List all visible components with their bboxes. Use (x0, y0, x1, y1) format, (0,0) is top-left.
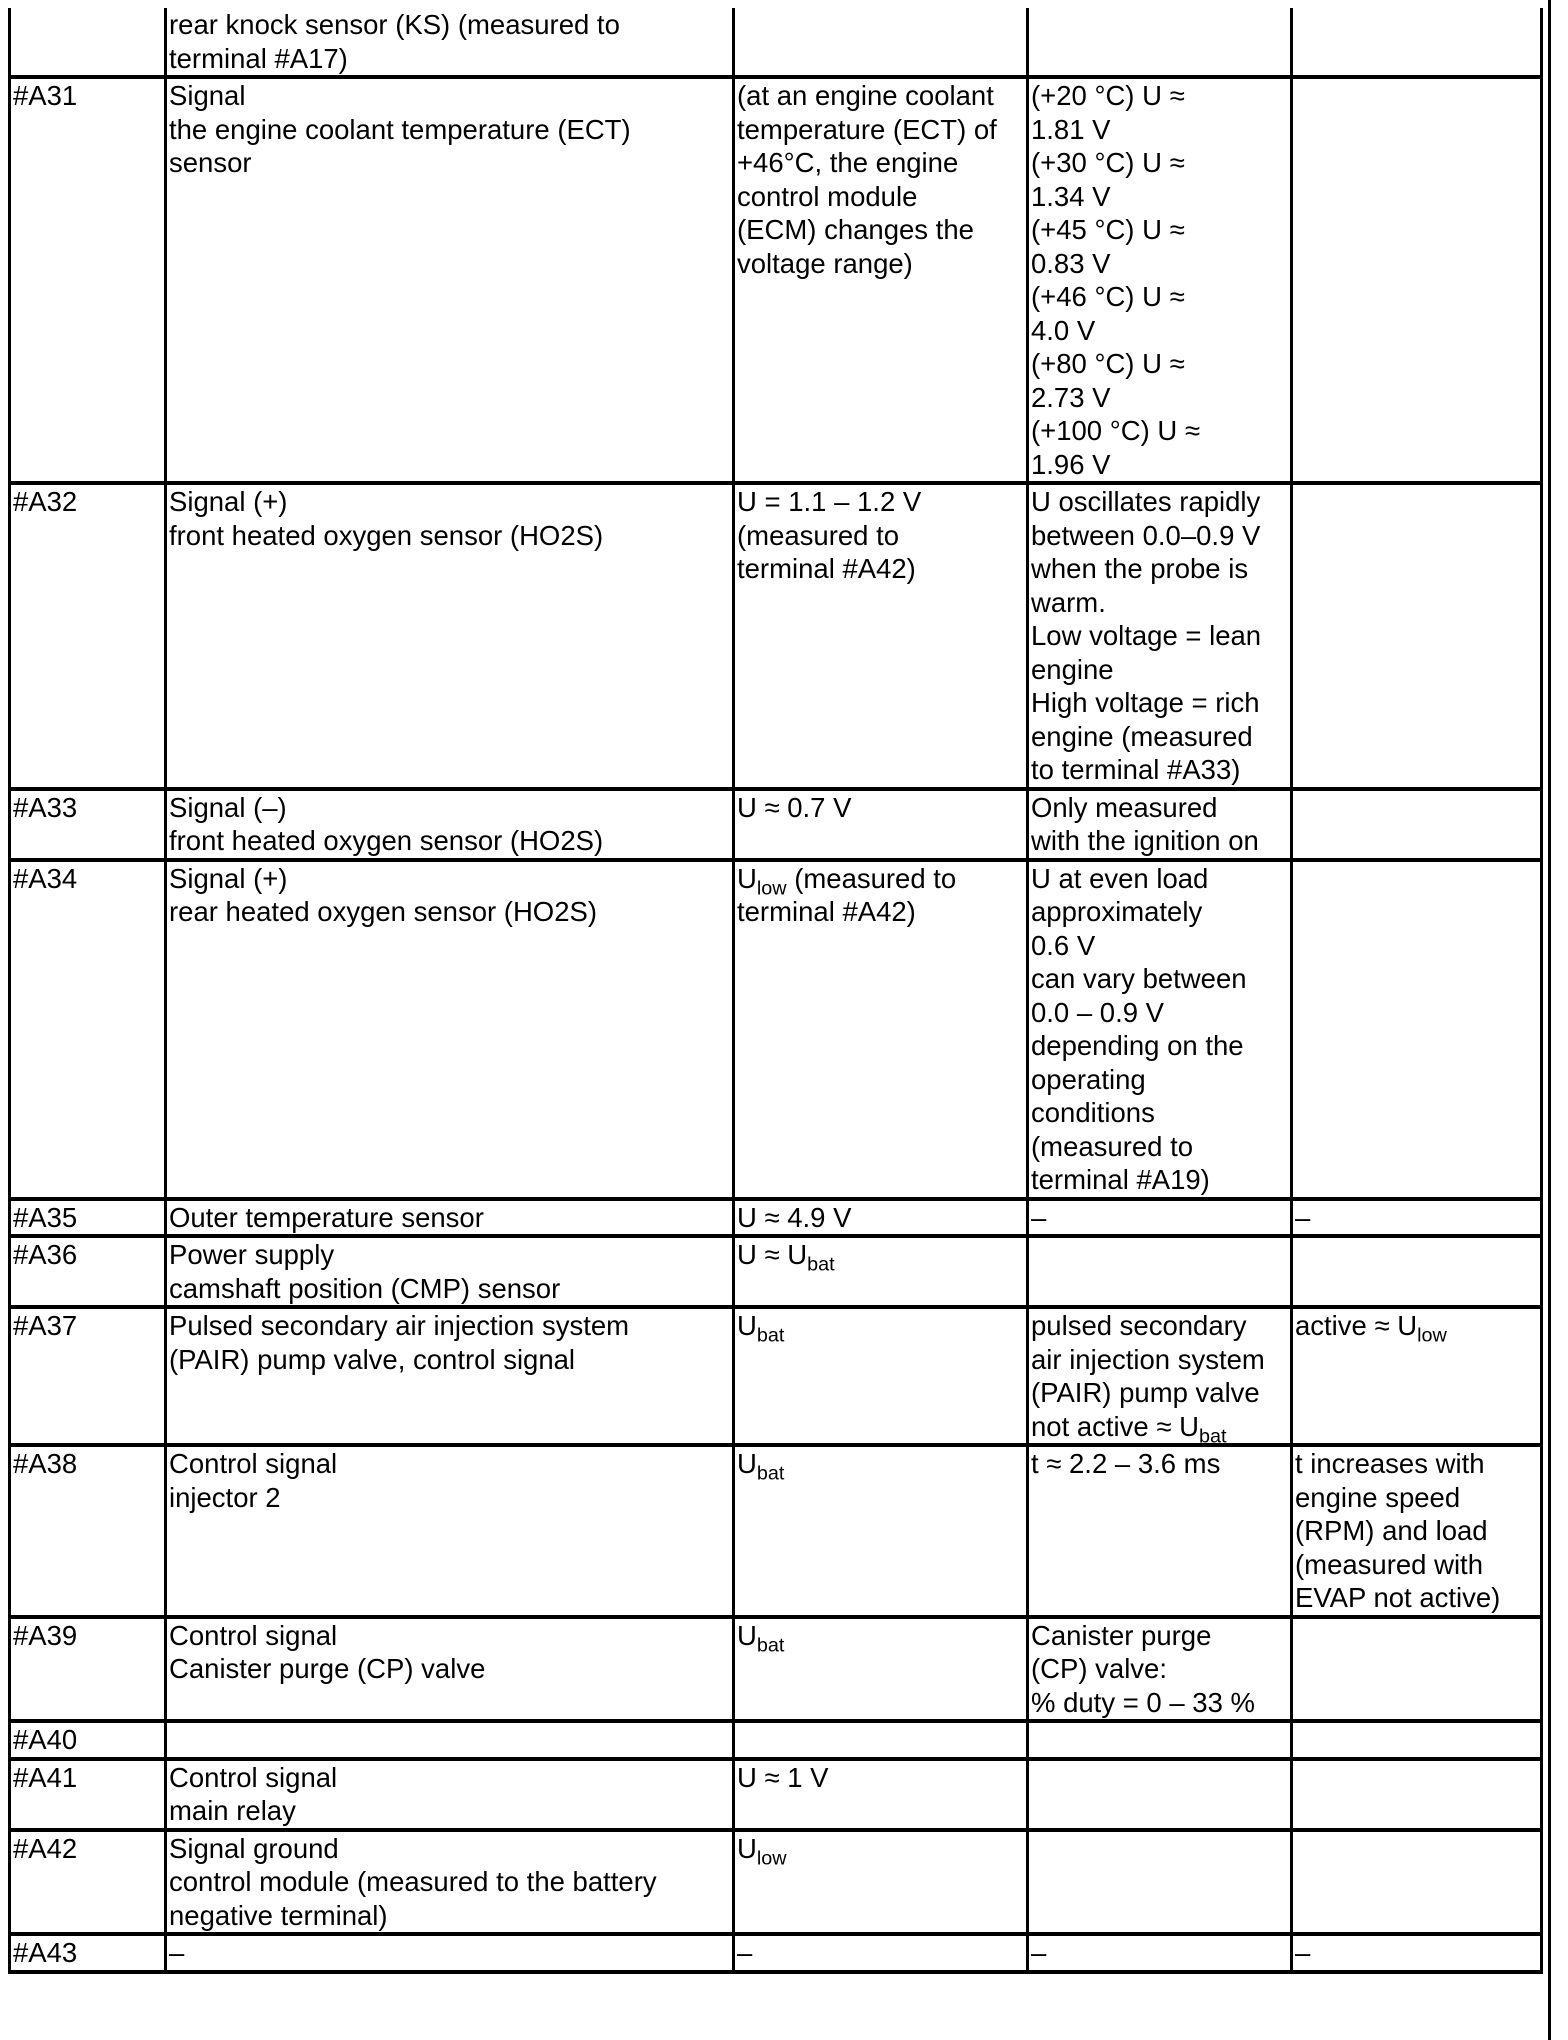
note-cell (1292, 1199, 1542, 1237)
cell-line: to terminal #A33) (1031, 754, 1241, 785)
cell-line: Control signal (169, 1619, 338, 1651)
note-cell (1292, 789, 1542, 860)
symbol-text: U (737, 1619, 757, 1651)
description-cell (166, 1445, 734, 1617)
condition-cell (734, 1236, 1028, 1307)
symbol-text: U (737, 1310, 757, 1341)
pin-cell (10, 1307, 166, 1445)
cell-line: Canister purge (CP) valve (169, 1653, 486, 1684)
cell-line: Power supply (169, 1239, 335, 1270)
cell-line: (RPM) and load (1295, 1515, 1488, 1546)
symbol-subscript: bat (807, 1253, 835, 1276)
pin-cell (10, 8, 166, 77)
cell-line: Pulsed secondary air injection system (169, 1310, 630, 1341)
cell-line: sensor (169, 147, 252, 178)
cell-line: Signal (–) (169, 791, 287, 823)
description-cell (166, 1759, 734, 1830)
value-cell (1028, 1236, 1292, 1307)
pin-label: #A34 (13, 862, 78, 894)
cell-line: (measured to (737, 519, 900, 551)
pin-cell (10, 1830, 166, 1935)
condition-cell (734, 1199, 1028, 1237)
note-cell (1292, 8, 1542, 77)
cell-line: engine (measured (1031, 720, 1253, 752)
cell-line: can vary between (1031, 963, 1247, 994)
condition-cell (734, 1617, 1028, 1722)
pin-label: #A42 (13, 1832, 78, 1864)
pin-cell (10, 1236, 166, 1307)
cell-line-with-subscript (737, 1619, 1026, 1656)
description-cell (166, 789, 734, 860)
cell-line: U = 1.1 – 1.2 V (737, 486, 922, 517)
pin-cell (10, 1445, 166, 1617)
cell-line: Control signal (169, 1761, 338, 1793)
cell-line: rear knock sensor (KS) (measured to (169, 9, 620, 40)
cell-line: Control signal (169, 1448, 338, 1479)
cell-line: pulsed secondary (1031, 1310, 1247, 1341)
symbol-text: active ≈ U (1295, 1310, 1418, 1341)
table-row (10, 77, 1542, 483)
cell-line: (+80 °C) U ≈ (1031, 348, 1185, 379)
symbol-text: not active ≈ U (1031, 1410, 1199, 1442)
table-row (10, 1445, 1542, 1617)
cell-line: between 0.0–0.9 V (1031, 519, 1261, 551)
pin-cell (10, 1617, 166, 1722)
note-cell (1292, 77, 1542, 483)
table-row (10, 1307, 1542, 1445)
cell-line: engine speed (1295, 1481, 1461, 1513)
table-body (10, 8, 1542, 1972)
condition-cell (734, 1445, 1028, 1617)
table-row (10, 1199, 1542, 1237)
value-cell (1028, 1830, 1292, 1935)
condition-cell (734, 1934, 1028, 1972)
cell-line: (+20 °C) U ≈ (1031, 80, 1185, 111)
description-cell (166, 1617, 734, 1722)
cell-line: (measured with (1295, 1548, 1483, 1580)
cell-line: – (1295, 1937, 1311, 1968)
cell-line: U oscillates rapidly (1031, 486, 1261, 517)
cell-line: (ECM) changes the (737, 214, 974, 245)
cell-line: Canister purge (1031, 1619, 1212, 1651)
note-cell (1292, 1445, 1542, 1617)
description-cell (166, 1830, 734, 1935)
cell-line: the engine coolant temperature (ECT) (169, 113, 631, 145)
cell-line: – (1031, 1937, 1047, 1968)
note-cell (1292, 1236, 1542, 1307)
condition-cell (734, 1721, 1028, 1759)
cell-line: % duty = 0 – 33 % (1031, 1686, 1255, 1718)
cell-line: U ≈ 0.7 V (737, 791, 852, 823)
cell-line: (measured to (1031, 1130, 1194, 1162)
pin-label: #A37 (13, 1310, 78, 1341)
value-cell (1028, 860, 1292, 1199)
cell-line-with-subscript (1031, 1410, 1290, 1444)
cell-line: (+100 °C) U ≈ (1031, 415, 1200, 446)
table-row (10, 1830, 1542, 1935)
symbol-subscript: low (756, 876, 787, 899)
description-cell (166, 1721, 734, 1759)
value-cell (1028, 1445, 1292, 1617)
cell-line: voltage range) (737, 247, 913, 279)
value-cell (1028, 1759, 1292, 1830)
symbol-tail-text: (measured to (786, 862, 957, 894)
symbol-subscript: bat (1198, 1424, 1227, 1445)
cell-line: temperature (ECT) of (737, 113, 997, 145)
note-cell (1292, 1759, 1542, 1830)
description-cell (166, 8, 734, 77)
cell-line: 1.96 V (1031, 448, 1111, 480)
cell-line: approximately (1031, 896, 1203, 927)
cell-line: terminal #A19) (1031, 1164, 1210, 1195)
table-row (10, 1236, 1542, 1307)
condition-cell (734, 789, 1028, 860)
description-cell (166, 483, 734, 789)
condition-cell (734, 1307, 1028, 1445)
pin-cell (10, 860, 166, 1199)
symbol-text: U ≈ U (737, 1239, 808, 1270)
value-cell (1028, 483, 1292, 789)
pin-label: #A39 (13, 1619, 78, 1651)
note-cell (1292, 1934, 1542, 1972)
pin-specification-table (8, 8, 1543, 1974)
cell-line: (CP) valve: (1031, 1653, 1167, 1684)
cell-line: operating (1031, 1063, 1146, 1095)
description-cell (166, 77, 734, 483)
symbol-subscript: bat (756, 1324, 785, 1347)
cell-line: (+46 °C) U ≈ (1031, 281, 1185, 312)
value-cell (1028, 1307, 1292, 1445)
cell-line: (+45 °C) U ≈ (1031, 214, 1185, 245)
cell-line: High voltage = rich (1031, 687, 1260, 718)
note-cell (1292, 860, 1542, 1199)
table-row (10, 1934, 1542, 1972)
description-cell (166, 1307, 734, 1445)
symbol-text: U (737, 1832, 757, 1864)
cell-line: rear heated oxygen sensor (HO2S) (169, 896, 597, 927)
cell-line: Signal (169, 80, 246, 111)
value-cell (1028, 1617, 1292, 1722)
cell-line: Low voltage = lean (1031, 620, 1262, 651)
cell-line-with-subscript (1295, 1309, 1540, 1347)
pin-label: #A31 (13, 80, 78, 111)
value-cell (1028, 77, 1292, 483)
cell-line: Signal (+) (169, 486, 288, 517)
pin-label: #A33 (13, 791, 78, 823)
value-cell (1028, 789, 1292, 860)
description-cell (166, 860, 734, 1199)
cell-line: terminal #A17) (169, 42, 348, 74)
pin-label: #A43 (13, 1937, 78, 1968)
cell-line: main relay (169, 1795, 296, 1826)
cell-line-with-subscript (737, 1447, 1026, 1485)
cell-line: +46°C, the engine (737, 147, 959, 178)
value-cell (1028, 8, 1292, 77)
note-cell (1292, 1830, 1542, 1935)
note-cell (1292, 1721, 1542, 1759)
pin-cell (10, 77, 166, 483)
cell-line: 1.81 V (1031, 113, 1111, 145)
cell-line: U at even load (1031, 862, 1209, 894)
cell-line: t increases with (1295, 1448, 1485, 1479)
cell-line: – (1031, 1201, 1047, 1233)
cell-line: warm. (1031, 586, 1106, 618)
symbol-subscript: bat (756, 1633, 785, 1656)
symbol-subscript: low (1417, 1324, 1447, 1347)
pin-label: #A36 (13, 1239, 78, 1270)
pin-label: #A32 (13, 486, 78, 517)
cell-line: camshaft position (CMP) sensor (169, 1272, 561, 1304)
cell-line: U ≈ 1 V (737, 1761, 829, 1793)
cell-line: (at an engine coolant (737, 80, 994, 111)
cell-line-with-subscript (737, 862, 1026, 899)
value-cell (1028, 1199, 1292, 1237)
cell-line: control module (measured to the battery (169, 1866, 657, 1897)
condition-cell (734, 8, 1028, 77)
symbol-text: U (737, 1448, 757, 1479)
cell-line: terminal #A42) (737, 553, 916, 584)
pin-label: #A40 (13, 1724, 78, 1755)
cell-line: with the ignition on (1031, 825, 1259, 856)
pin-label: #A38 (13, 1448, 78, 1479)
cell-line: Only measured (1031, 791, 1218, 823)
cell-line-with-subscript (737, 1238, 1026, 1276)
condition-cell (734, 860, 1028, 1199)
table-row (10, 1617, 1542, 1722)
cell-line: – (737, 1937, 753, 1968)
value-cell (1028, 1934, 1292, 1972)
description-cell (166, 1934, 734, 1972)
cell-line: – (169, 1937, 185, 1968)
value-cell (1028, 1721, 1292, 1759)
cell-line: Signal ground (169, 1832, 339, 1864)
cell-line: Outer temperature sensor (169, 1201, 484, 1233)
cell-line-with-subscript (737, 1832, 1026, 1869)
cell-line: Signal (+) (169, 862, 288, 894)
symbol-subscript: bat (756, 1462, 785, 1485)
cell-line: (PAIR) pump valve, control signal (169, 1343, 576, 1375)
cell-line: 0.6 V (1031, 929, 1096, 961)
cell-line: injector 2 (169, 1481, 281, 1513)
description-cell (166, 1236, 734, 1307)
table-row (10, 483, 1542, 789)
cell-line: 4.0 V (1031, 314, 1096, 346)
pin-label: #A35 (13, 1201, 78, 1233)
cell-line: – (1295, 1201, 1311, 1233)
cell-line: 0.0 – 0.9 V (1031, 996, 1165, 1028)
cell-line: terminal #A42) (737, 896, 916, 927)
pin-cell (10, 789, 166, 860)
page-right-rule (1548, 0, 1551, 2040)
cell-line: air injection system (1031, 1343, 1265, 1375)
pin-cell (10, 483, 166, 789)
table-row (10, 789, 1542, 860)
cell-line: conditions (1031, 1097, 1155, 1128)
condition-cell (734, 77, 1028, 483)
cell-line: (PAIR) pump valve (1031, 1377, 1260, 1408)
cell-line: U ≈ 4.9 V (737, 1201, 852, 1233)
condition-cell (734, 1830, 1028, 1935)
cell-line: front heated oxygen sensor (HO2S) (169, 519, 604, 551)
condition-cell (734, 483, 1028, 789)
cell-line: (+30 °C) U ≈ (1031, 147, 1185, 178)
pin-label: #A41 (13, 1761, 78, 1793)
cell-line: control module (737, 180, 918, 212)
cell-line-with-subscript (737, 1309, 1026, 1347)
cell-line: depending on the (1031, 1030, 1244, 1061)
cell-line: engine (1031, 653, 1114, 685)
cell-line: when the probe is (1031, 553, 1249, 584)
symbol-text: U (737, 862, 757, 894)
symbol-subscript: low (756, 1846, 787, 1869)
table-row (10, 860, 1542, 1199)
pin-cell (10, 1199, 166, 1237)
pin-cell (10, 1934, 166, 1972)
table-row (10, 8, 1542, 77)
cell-line: 0.83 V (1031, 247, 1111, 279)
table-row (10, 1721, 1542, 1759)
note-cell (1292, 1617, 1542, 1722)
description-cell (166, 1199, 734, 1237)
pin-cell (10, 1759, 166, 1830)
cell-line: EVAP not active) (1295, 1582, 1501, 1613)
cell-line: 2.73 V (1031, 381, 1111, 413)
condition-cell (734, 1759, 1028, 1830)
pin-cell (10, 1721, 166, 1759)
cell-line: negative terminal) (169, 1899, 388, 1931)
cell-line: 1.34 V (1031, 180, 1111, 212)
table-row (10, 1759, 1542, 1830)
cell-line: front heated oxygen sensor (HO2S) (169, 825, 604, 856)
note-cell (1292, 483, 1542, 789)
note-cell (1292, 1307, 1542, 1445)
cell-line: t ≈ 2.2 – 3.6 ms (1031, 1448, 1221, 1479)
